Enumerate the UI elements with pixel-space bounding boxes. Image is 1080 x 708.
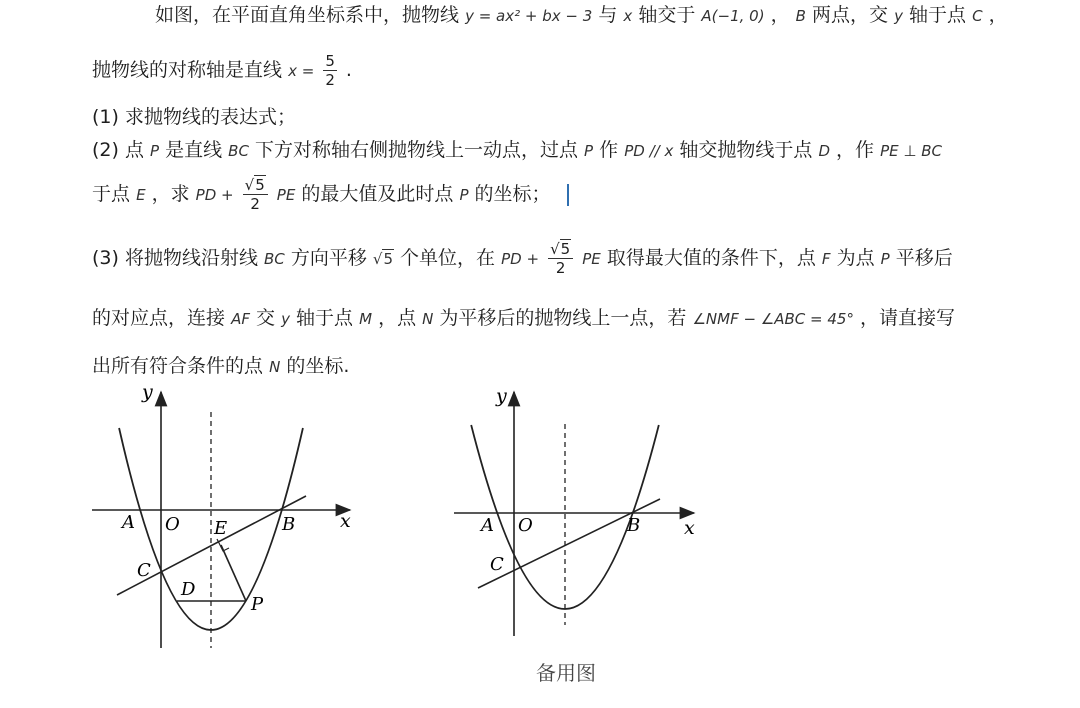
- segment-AF: AF: [231, 310, 250, 328]
- point-P: P: [880, 250, 890, 268]
- label-x: x: [340, 510, 351, 532]
- expr-pe: PE: [582, 250, 601, 268]
- text: 轴于点: [296, 307, 354, 329]
- text: 的最大值及此时点: [301, 183, 454, 205]
- label-A: A: [481, 515, 494, 536]
- segment-PE: [221, 545, 246, 601]
- text: (2) 点: [92, 139, 144, 161]
- var-y: y: [894, 7, 903, 25]
- expr-pd: PD +: [195, 186, 234, 204]
- text: 两点，交: [812, 4, 889, 26]
- var-x: x: [623, 7, 633, 25]
- label-x: x: [684, 517, 695, 539]
- problem-line-1: [155, 2, 1008, 29]
- figure-caption: 备用图: [536, 661, 596, 685]
- label-B: B: [282, 514, 296, 535]
- text: 轴交抛物线于点: [679, 139, 813, 161]
- label-y: y: [496, 385, 507, 407]
- text: ，: [770, 4, 790, 26]
- label-O: O: [518, 515, 533, 536]
- point-F: F: [821, 250, 831, 268]
- text: ，: [988, 4, 1008, 26]
- label-y: y: [142, 381, 153, 403]
- text: 交: [256, 307, 276, 329]
- text: 作: [599, 139, 619, 161]
- axis-equation: x =: [288, 62, 315, 80]
- point-C: C: [972, 7, 983, 25]
- label-B: B: [627, 515, 641, 536]
- text: ，求: [151, 183, 190, 205]
- fraction-sqrt5-2: $\frac{√5}{2}$: [548, 240, 573, 277]
- text: (3) 将抛物线沿射线: [92, 247, 258, 269]
- pe-perp-bc: PE ⊥ BC: [880, 142, 942, 160]
- text: ，请直接写: [860, 307, 956, 329]
- label-C: C: [137, 560, 151, 581]
- text: 出所有符合条件的点: [92, 355, 264, 377]
- text: 与: [598, 4, 618, 26]
- question-3-line-2: [92, 305, 955, 332]
- text: 方向平移: [290, 247, 367, 269]
- point-N: N: [422, 310, 434, 328]
- fraction-denominator: 2: [325, 71, 335, 89]
- fraction-denominator: 2: [555, 259, 566, 277]
- point-N: N: [269, 358, 281, 376]
- question-3-line-1: [92, 240, 953, 277]
- text: 抛物线的对称轴是直线: [92, 59, 283, 81]
- point-D: D: [818, 142, 830, 160]
- text: (1) 求抛物线的表达式；: [92, 106, 296, 128]
- point-P: P: [459, 186, 469, 204]
- question-2-line-2: [92, 176, 569, 213]
- expr-pd: PD +: [501, 250, 540, 268]
- text: 是直线: [165, 139, 223, 161]
- question-2-line-1: [92, 137, 942, 164]
- point-P: P: [150, 142, 160, 160]
- fraction-numerator: 5: [325, 52, 335, 70]
- problem-line-2: [92, 52, 352, 89]
- line-BC: BC: [228, 142, 249, 160]
- angle-condition: ∠NMF − ∠ABC = 45°: [692, 310, 854, 328]
- text: 为点: [836, 247, 875, 269]
- point-E: E: [136, 186, 146, 204]
- text: 平移后: [895, 247, 953, 269]
- text-cursor: [567, 184, 569, 206]
- point-P: P: [584, 142, 594, 160]
- point-B: B: [795, 7, 806, 25]
- question-1: [92, 104, 296, 130]
- text: ，点: [378, 307, 417, 329]
- sqrt5: √5: [372, 250, 393, 268]
- text: .: [345, 59, 352, 81]
- text: 为平移后的抛物线上一点，若: [439, 307, 687, 329]
- figure-backup: [448, 380, 708, 650]
- sqrt-radicand: 5: [383, 250, 393, 268]
- text: 的坐标.: [286, 355, 350, 377]
- sqrt-radicand: 5: [560, 240, 571, 258]
- text: ，作: [836, 139, 875, 161]
- label-D: D: [181, 579, 196, 600]
- text: 的对应点，连接: [92, 307, 226, 329]
- label-C: C: [490, 554, 504, 575]
- label-O: O: [165, 514, 180, 535]
- var-y: y: [281, 310, 290, 328]
- pd-parallel-x: PD // x: [624, 142, 674, 160]
- fraction-denominator: 2: [250, 195, 260, 213]
- expr-pe: PE: [276, 186, 296, 204]
- figure-main: [80, 380, 460, 670]
- question-3-line-3: [92, 353, 349, 380]
- fraction-sqrt5-2: $\frac{√5}{2}$: [243, 176, 268, 213]
- text: 于点: [92, 183, 131, 205]
- text: 如图，在平面直角坐标系中，抛物线: [155, 4, 460, 26]
- text: 下方对称轴右侧抛物线上一动点，过点: [254, 139, 578, 161]
- text: 个单位，在: [400, 247, 496, 269]
- point-A: A(−1, 0): [701, 7, 765, 25]
- parabola-equation: y = ax² + bx − 3: [465, 7, 593, 25]
- label-A: A: [122, 512, 135, 533]
- label-E: E: [214, 518, 228, 539]
- text: 的坐标；: [474, 183, 551, 205]
- text: 轴于点: [909, 4, 967, 26]
- label-P: P: [251, 594, 264, 615]
- point-M: M: [359, 310, 373, 328]
- text: 取得最大值的条件下，点: [606, 247, 816, 269]
- text: 轴交于: [638, 4, 696, 26]
- sqrt-radicand: 5: [255, 176, 265, 194]
- line-BC: BC: [264, 250, 285, 268]
- fraction-5-2: [323, 52, 337, 89]
